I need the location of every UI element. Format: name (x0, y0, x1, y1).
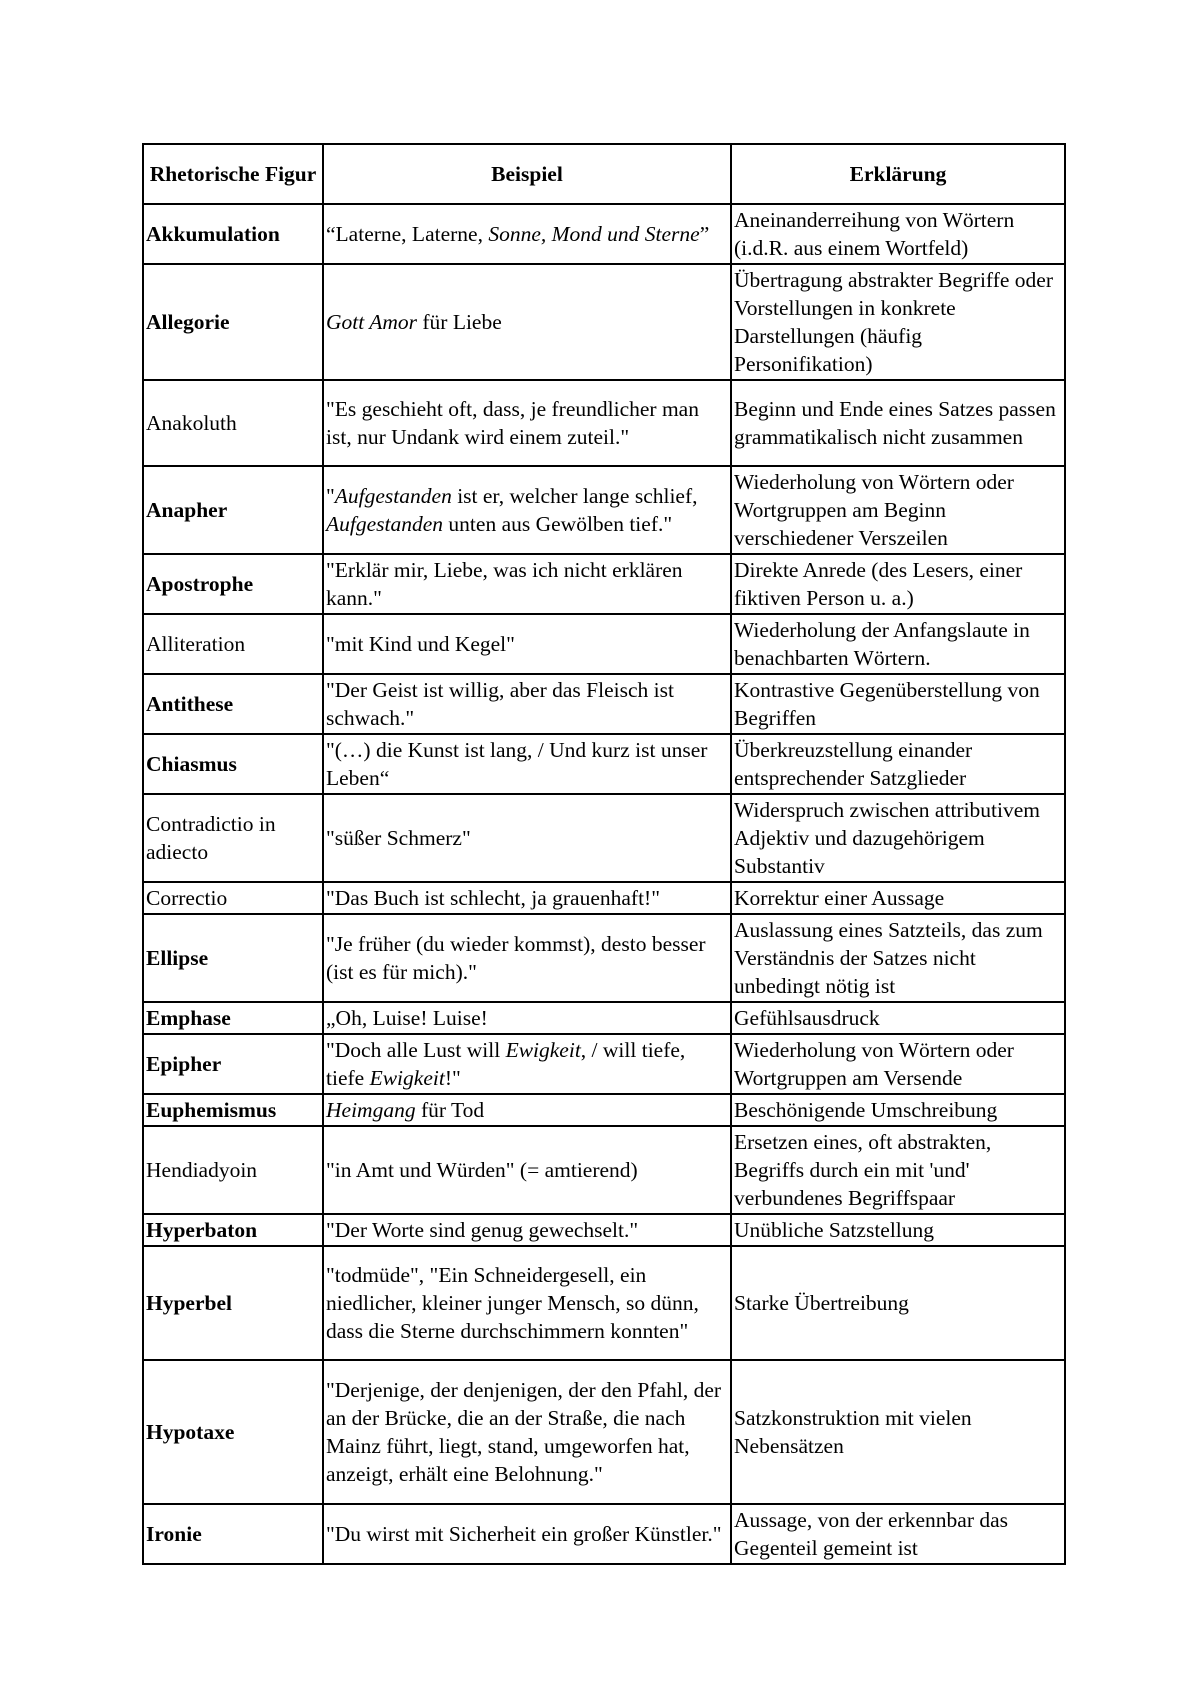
table-row (143, 734, 1065, 794)
example-text: Aufgestanden (334, 484, 452, 508)
example-text: "todmüde", "Ein Schneidergesell, ein niedlicher, kleiner junger Mensch, so dünn, dass die Sterne durchschimmern konnten" (326, 1263, 699, 1343)
explanation-cell: Auslassung eines Satzteils, das zum Verständnis der Satzes nicht unbedingt nötig ist (731, 914, 1065, 1002)
figure-cell: Alliteration (143, 614, 323, 674)
example-cell (323, 914, 731, 1002)
figure-cell: Epipher (143, 1034, 323, 1094)
header-explanation: Erklärung (731, 144, 1065, 204)
figure-cell: Hyperbaton (143, 1214, 323, 1246)
example-text: " (326, 484, 335, 508)
example-text: für Liebe (417, 310, 502, 334)
table-body (143, 204, 1065, 1564)
table-row (143, 1034, 1065, 1094)
example-text: "Du wirst mit Sicherheit ein großer Künstler." (326, 1522, 722, 1546)
table-row (143, 614, 1065, 674)
explanation-cell: Übertragung abstrakter Begriffe oder Vorstellungen in konkrete Darstellungen (häufig Personifikation) (731, 264, 1065, 380)
figure-cell: Ellipse (143, 914, 323, 1002)
example-text: "mit Kind und Kegel" (326, 632, 515, 656)
example-text: ” (699, 222, 710, 246)
table-row (143, 794, 1065, 882)
example-text: Aufgestanden (326, 512, 444, 536)
figure-cell: Anapher (143, 466, 323, 554)
explanation-cell: Beschönigende Umschreibung (731, 1094, 1065, 1126)
example-cell (323, 204, 731, 264)
example-cell (323, 466, 731, 554)
example-cell (323, 1034, 731, 1094)
explanation-cell: Beginn und Ende eines Satzes passen grammatikalisch nicht zusammen (731, 380, 1065, 466)
example-cell (323, 1504, 731, 1564)
figure-cell: Contradictio in adiecto (143, 794, 323, 882)
explanation-cell: Satzkonstruktion mit vielen Nebensätzen (731, 1360, 1065, 1504)
example-cell (323, 1360, 731, 1504)
example-text: , / will tiefe, tiefe (326, 1038, 686, 1090)
figure-cell: Emphase (143, 1002, 323, 1034)
explanation-cell: Ersetzen eines, oft abstrakten, Begriffs durch ein mit 'und' verbundenes Begriffspaar (731, 1126, 1065, 1214)
example-text: ist er, welcher lange schlief, (451, 484, 698, 508)
figure-cell: Akkumulation (143, 204, 323, 264)
example-cell (323, 1214, 731, 1246)
table-row (143, 1214, 1065, 1246)
explanation-cell: Starke Übertreibung (731, 1246, 1065, 1360)
header-example: Beispiel (323, 144, 731, 204)
figure-cell: Chiasmus (143, 734, 323, 794)
explanation-cell: Wiederholung von Wörtern oder Wortgruppen am Versende (731, 1034, 1065, 1094)
example-text: Ewigkeit (369, 1066, 445, 1090)
example-cell (323, 380, 731, 466)
example-text: Heimgang (326, 1098, 416, 1122)
example-text: "(…) die Kunst ist lang, / Und kurz ist unser Leben“ (326, 738, 708, 790)
figure-cell: Antithese (143, 674, 323, 734)
table-row (143, 466, 1065, 554)
example-text: !" (444, 1066, 461, 1090)
example-cell (323, 554, 731, 614)
table-row (143, 1002, 1065, 1034)
table-header-row (143, 144, 1065, 204)
example-text: "Es geschieht oft, dass, je freundlicher man ist, nur Undank wird einem zuteil." (326, 397, 699, 449)
example-cell (323, 1094, 731, 1126)
table-row (143, 1360, 1065, 1504)
figure-cell: Anakoluth (143, 380, 323, 466)
example-text: Sonne, Mond und Sterne (488, 222, 700, 246)
example-text: Gott Amor (326, 310, 417, 334)
example-cell (323, 794, 731, 882)
explanation-cell: Direkte Anrede (des Lesers, einer fiktiven Person u. a.) (731, 554, 1065, 614)
figure-cell: Hendiadyoin (143, 1126, 323, 1214)
example-text: "Doch alle Lust will (326, 1038, 506, 1062)
rhetorical-figures-table (142, 143, 1066, 1565)
example-text: "süßer Schmerz" (326, 826, 471, 850)
example-cell (323, 674, 731, 734)
example-cell (323, 882, 731, 914)
example-text: „Oh, Luise! Luise! (326, 1006, 488, 1030)
example-cell (323, 614, 731, 674)
example-text: Ewigkeit (505, 1038, 581, 1062)
table-row (143, 380, 1065, 466)
explanation-cell: Wiederholung der Anfangslaute in benachbarten Wörtern. (731, 614, 1065, 674)
figure-cell: Apostrophe (143, 554, 323, 614)
figure-cell: Allegorie (143, 264, 323, 380)
explanation-cell: Aneinanderreihung von Wörtern (i.d.R. aus einem Wortfeld) (731, 204, 1065, 264)
header-figure: Rhetorische Figur (143, 144, 323, 204)
figure-cell: Ironie (143, 1504, 323, 1564)
example-text: für Tod (415, 1098, 485, 1122)
figure-cell: Hyperbel (143, 1246, 323, 1360)
figure-cell: Euphemismus (143, 1094, 323, 1126)
example-cell (323, 1002, 731, 1034)
example-text: "Derjenige, der denjenigen, der den Pfahl, der an der Brücke, die an der Straße, die nach Mainz führt, liegt, stand, umgeworfen hat, anzeigt, erhält eine Belohnung." (326, 1378, 722, 1486)
explanation-cell: Gefühlsausdruck (731, 1002, 1065, 1034)
example-cell (323, 734, 731, 794)
explanation-cell: Korrektur einer Aussage (731, 882, 1065, 914)
table-row (143, 914, 1065, 1002)
explanation-cell: Überkreuzstellung einander entsprechender Satzglieder (731, 734, 1065, 794)
table-row (143, 882, 1065, 914)
example-cell (323, 264, 731, 380)
example-cell (323, 1246, 731, 1360)
example-text: "in Amt und Würden" (= amtierend) (326, 1158, 638, 1182)
explanation-cell: Aussage, von der erkennbar das Gegenteil gemeint ist (731, 1504, 1065, 1564)
table-row (143, 1094, 1065, 1126)
example-text: "Der Geist ist willig, aber das Fleisch ist schwach." (326, 678, 674, 730)
example-text: "Je früher (du wieder kommst), desto besser (ist es für mich)." (326, 932, 706, 984)
example-cell (323, 1126, 731, 1214)
table-row (143, 674, 1065, 734)
example-text: "Erklär mir, Liebe, was ich nicht erklären kann." (326, 558, 683, 610)
table-row (143, 264, 1065, 380)
example-text: “Laterne, Laterne, (326, 222, 489, 246)
explanation-cell: Unübliche Satzstellung (731, 1214, 1065, 1246)
explanation-cell: Kontrastive Gegenüberstellung von Begriffen (731, 674, 1065, 734)
example-text: "Das Buch ist schlecht, ja grauenhaft!" (326, 886, 660, 910)
table-row (143, 1246, 1065, 1360)
explanation-cell: Widerspruch zwischen attributivem Adjektiv und dazugehörigem Substantiv (731, 794, 1065, 882)
table-row (143, 1126, 1065, 1214)
example-text: "Der Worte sind genug gewechselt." (326, 1218, 639, 1242)
table-row (143, 204, 1065, 264)
example-text: unten aus Gewölben tief." (443, 512, 673, 536)
table-row (143, 1504, 1065, 1564)
figure-cell: Correctio (143, 882, 323, 914)
explanation-cell: Wiederholung von Wörtern oder Wortgruppen am Beginn verschiedener Verszeilen (731, 466, 1065, 554)
table-row (143, 554, 1065, 614)
figure-cell: Hypotaxe (143, 1360, 323, 1504)
